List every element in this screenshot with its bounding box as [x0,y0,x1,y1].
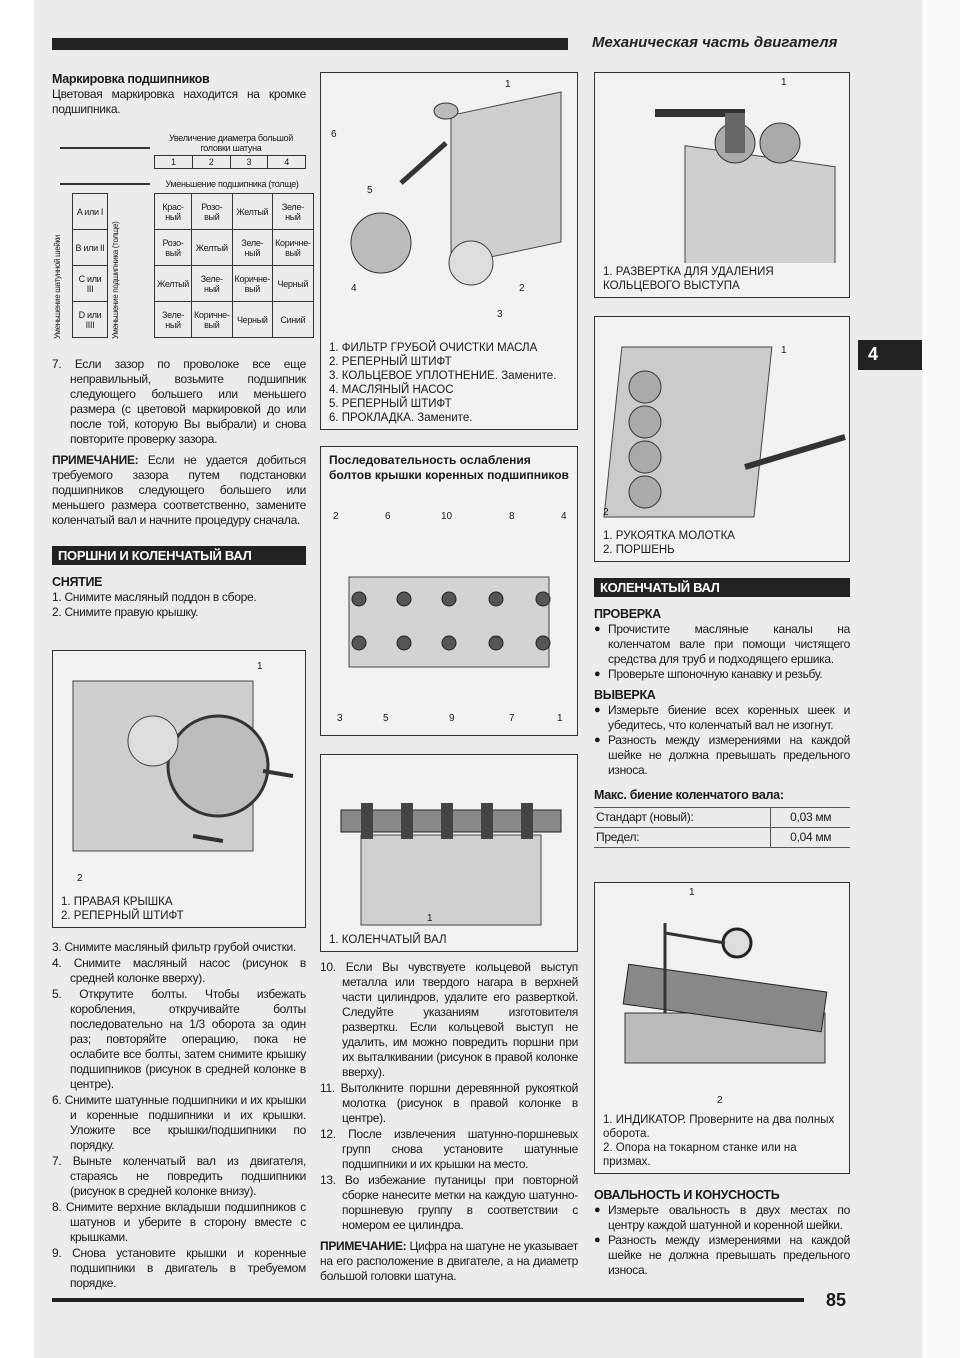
note-label: ПРИМЕЧАНИЕ: [320,1239,407,1253]
figure-caption: 1. РАЗВЕРТКА ДЛЯ УДАЛЕНИЯ КОЛЬЦЕВОГО ВЫСТУПА [603,266,774,292]
col-header: 1 [155,156,193,169]
callout: 2 [519,283,525,294]
caption-line: 1. ИНДИКАТОР. Проверните на два полных оборота. [603,1114,835,1140]
column-1-steps [52,940,306,1292]
sequence-number: 10 [441,511,453,522]
sequence-number: 9 [449,713,455,724]
cell: Зеле-ный [155,302,192,338]
section-heading: КОЛЕНЧАТЫЙ ВАЛ [594,578,850,597]
bearing-cap-illustration [321,447,579,737]
note [320,1239,578,1284]
color-grid [154,193,314,338]
callout: 3 [497,309,503,320]
caption-line: 4. МАСЛЯНЫЙ НАСОС [329,384,454,396]
bullet: ● Разность между измерениями на каждой шейке не должна превышать предельного износа. [594,1233,850,1278]
row-label: A или I [73,194,108,230]
oil-pump-illustration [321,73,579,323]
check-heading: ПРОВЕРКА [594,607,661,621]
spec-table [594,807,850,848]
cell: Желтый [232,194,273,230]
step: 1. Снимите масляный поддон в сборе. [52,590,257,604]
spec-value: 0,03 мм [771,808,850,828]
figure-piston-removal [594,316,850,562]
note-text: Если не удается добиться требуемого зазора путем подстановки подшипников следующего большего или меньшего размера соответственно, замените коленчатый вал и начните процедуру сначала. [52,453,306,527]
figure-bolt-sequence [320,446,578,736]
cell: Розо-вый [155,230,192,266]
callout: 2 [77,873,83,884]
caption-line: 1. РУКОЯТКА МОЛОТКА [603,530,735,542]
bearing-table [52,121,311,339]
caption-line: 1. ФИЛЬТР ГРУБОЙ ОЧИСТКИ МАСЛА [329,342,538,354]
figure-caption [61,895,184,923]
callout: 6 [331,129,337,140]
step: 8. Снимите верхние вкладыши подшипников с шатунов и уберите в сторону вместе с крышками. [52,1200,306,1244]
cell: Желтый [155,266,192,302]
running-header: Механическая часть двигателя [592,34,838,51]
section-heading: ПОРШНИ И КОЛЕНЧАТЫЙ ВАЛ [52,546,306,565]
page-number: 85 [826,1290,847,1310]
crankshaft-illustration [321,755,579,953]
step: 3. Снимите масляный фильтр грубой очистки. [52,940,296,954]
sequence-number: 7 [509,713,515,724]
figure-right-cover [52,650,306,928]
figure-title: Последовательность ослабления болтов крышки коренных подшипников [329,453,569,482]
oval-heading: ОВАЛЬНОСТЬ И КОНУСНОСТЬ [594,1188,780,1202]
figure-caption [329,341,556,425]
chapter-tab: 4 [858,340,922,370]
step: 12. После извлечения шатунно-поршневых групп снова установите шатунные подшипники и их крышки на место. [320,1127,578,1171]
bullet: ● Разность между измерениями на каждой шейке не должна превышать предельного износа. [594,733,850,778]
figure-caption: 1. КОЛЕНЧАТЫЙ ВАЛ [329,934,447,946]
step: 4. Снимите масляный насос (рисунок в средней колонке вверху). [52,956,306,985]
cell: Зеле-ный [191,266,232,302]
sequence-number: 1 [557,713,563,724]
note-label: ПРИМЕЧАНИЕ: [52,453,139,467]
callout: 1 [781,77,787,88]
callout: 1 [689,887,695,898]
piston-removal-illustration [595,317,851,527]
footer-rule [52,1298,804,1302]
figure-reamer [594,72,850,298]
spec-label: Стандарт (новый): [594,808,771,828]
figure-caption [603,1113,847,1169]
header-rule [52,38,568,50]
cell: Желтый [191,230,232,266]
cell: Коричне-вый [273,230,314,266]
sequence-number: 2 [333,511,339,522]
callout: 2 [717,1095,723,1106]
column-3-text [594,572,850,848]
bullet: ● Измерьте овальность в двух местах по центру каждой шатунной и коренной шейки. [594,1203,850,1233]
spec-value: 0,04 мм [771,828,850,848]
column-1 [52,72,311,620]
figure-crankshaft [320,754,578,952]
col-header: 4 [268,156,306,169]
cell: Черный [273,266,314,302]
caption-line: 3. КОЛЬЦЕВОЕ УПЛОТНЕНИЕ. Замените. [329,370,557,382]
sequence-number: 8 [509,511,515,522]
sequence-number: 5 [383,713,389,724]
caption-line: 6. ПРОКЛАДКА. Замените. [329,412,473,424]
sequence-number: 6 [385,511,391,522]
spec-label: Предел: [594,828,771,848]
cell: Розо-вый [191,194,232,230]
page-edge [922,0,960,1358]
callout: 2 [603,507,609,518]
cell: Зеле-ный [273,194,314,230]
sequence-number: 3 [337,713,343,724]
figure-oil-pump [320,72,578,430]
table-left-label: Уменьшение шатунной шейки [53,235,62,339]
row-labels [72,193,108,338]
step: 10. Если Вы чувствуете кольцевой выступ металла или твердого нагара в верхней части цилиндров, удалите его разверткой. Следуйте указаниям изготовителя разверткu. Если кольцевой выступ не удалить, им можно повредить поршни при их выталкивании (рисунок в правой колонке вверху). [320,960,578,1079]
caption-line: 5. РЕПЕРНЫЙ ШТИФТ [329,398,452,410]
figure-caption [603,529,735,557]
cell: Зеле-ный [232,230,273,266]
caption-line: 2. РЕПЕРНЫЙ ШТИФТ [329,356,452,368]
table-left-label-2: Уменьшение подшипника (толще) [111,221,120,339]
column-2-steps [320,960,578,1288]
step: 11. Вытолкните поршни деревянной рукояткой молотка (рисунок в правой колонке в центре). [320,1081,578,1125]
bullet: ● Прочистите масляные каналы на коленчатом вале при помощи чистящего средства для труб и подходящего ершика. [594,622,850,667]
step-7: 7. Если зазор по проволоке все еще неправильный, возьмите подшипник следующего большего или меньшего размера (с цветовой маркировкой до или после той, которую Вы выбрали) и снова повторите проверку зазора. [52,357,306,446]
step: 6. Снимите шатунные подшипники и их крышки и коренные подшипники и их крышки. Уложите все крышки/подшипники по порядку. [52,1093,306,1152]
cell: Коричне-вый [191,302,232,338]
caption-line: 2. РЕПЕРНЫЙ ШТИФТ [61,910,184,922]
callout: 5 [367,185,373,196]
callout: 1 [781,345,787,356]
reamer-illustration [595,73,851,263]
size-columns [154,155,306,169]
callout: 1 [505,79,511,90]
step: 9. Снова установите крышки и коренные подшипники в двигатель в требуемом порядке. [52,1246,306,1290]
step: 2. Снимите правую крышку. [52,605,199,619]
bearing-title: Маркировка подшипников [52,72,210,86]
col-header: 2 [192,156,230,169]
step: 7. Выньте коленчатый вал из двигателя, стараясь не повредить подшипники (рисунок в средней колонке внизу). [52,1154,306,1198]
table-top-label: Увеличение диаметра большой головки шатуна [169,133,293,153]
arrow-right-icon [60,183,150,185]
cell: Крас-ный [155,194,192,230]
table-mid-label: Уменьшение подшипника (толще) [165,179,299,189]
col-header: 3 [230,156,268,169]
dial-indicator-illustration [595,883,851,1103]
arrow-right-icon [60,147,150,149]
step: 13. Во избежание путаницы при повторной сборке нанесите метки на каждую шатунно-поршневую группу в соответствии с номером ее цилиндра. [320,1173,578,1232]
runout-heading: ВЫВЕРКА [594,688,656,702]
caption-line: 2. Опора на токарном станке или на призмах. [603,1142,797,1168]
callout: 1 [257,661,263,672]
note [52,453,306,528]
callout: 1 [427,913,433,924]
cell: Черный [232,302,273,338]
bearing-text: Цветовая маркировка находится на кромке подшипника. [52,87,306,116]
bullet: ● Проверьте шпоночную канавку и резьбу. [594,667,850,682]
column-3-oval [594,1182,850,1278]
row-label: D или IIII [73,302,108,338]
callout: 4 [351,283,357,294]
engine-cover-illustration [53,651,307,929]
caption-line: 2. ПОРШЕНЬ [603,544,675,556]
row-label: C или III [73,266,108,302]
removal-heading: СНЯТИЕ [52,575,103,589]
step: 5. Открутите болты. Чтобы избежать коробления, откручивайте болты последовательно на 1/3 оборота за один раз; повторяйте операцию, пока не ослабите все болты, затем снимите крышку подшипников (рисунок в средней колонке в центре). [52,987,306,1091]
figure-runout-check [594,882,850,1174]
note-text: Цифра на шатуне не указывает на его расположение в двигателе, а на диаметр большой головки шатуна. [320,1239,578,1283]
spec-title: Макс. биение коленчатого вала: [594,788,784,802]
caption-line: 1. ПРАВАЯ КРЫШКА [61,896,173,908]
bullet: ● Измерьте биение всех коренных шеек и убедитесь, что коленчатый вал не изогнут. [594,703,850,733]
row-label: B или II [73,230,108,266]
cell: Коричне-вый [232,266,273,302]
sequence-number: 4 [561,511,567,522]
cell: Синий [273,302,314,338]
